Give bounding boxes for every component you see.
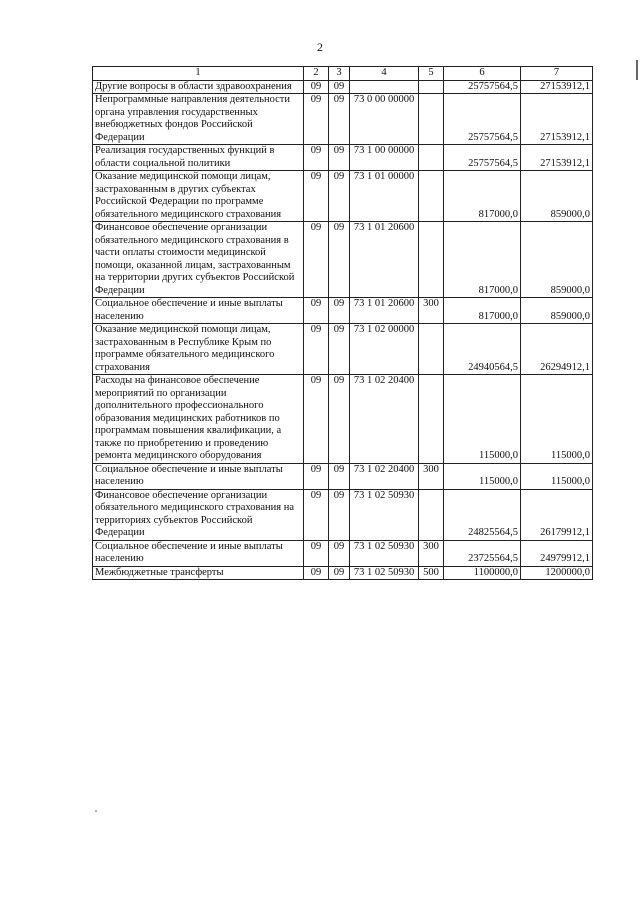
row-target-code: 73 1 02 20400	[350, 375, 419, 464]
row-target-code: 73 1 00 00000	[350, 145, 419, 171]
row-section: 09	[304, 489, 329, 540]
column-header: 2	[304, 67, 329, 81]
row-target-code: 73 1 02 20400	[350, 463, 419, 489]
row-subsection: 09	[329, 540, 350, 566]
row-amount-col7: 27153912,1	[521, 145, 593, 171]
row-name: Социальное обеспечение и иные выплаты населению	[93, 540, 304, 566]
row-amount-col7: 1200000,0	[521, 566, 593, 580]
row-name: Оказание медицинской помощи лицам, застрахованным в других субъектах Российской Федерации по программе обязательного медицинского страхования	[93, 171, 304, 222]
row-amount-col6: 25757564,5	[444, 94, 521, 145]
row-amount-col6: 115000,0	[444, 375, 521, 464]
scan-dot	[95, 810, 97, 812]
row-section: 09	[304, 324, 329, 375]
row-name: Другие вопросы в области здравоохранения	[93, 80, 304, 94]
row-section: 09	[304, 222, 329, 298]
table-row	[93, 171, 593, 222]
row-amount-col7: 859000,0	[521, 222, 593, 298]
row-target-code: 73 1 02 50930	[350, 566, 419, 580]
table-row	[93, 540, 593, 566]
row-subsection: 09	[329, 463, 350, 489]
row-subsection: 09	[329, 94, 350, 145]
row-name: Финансовое обеспечение организации обязательного медицинского страхования в части оплаты стоимости медицинской помощи, оказанной лицам, застрахованным на территории других субъектов Российской Федерации	[93, 222, 304, 298]
row-section: 09	[304, 566, 329, 580]
table-row	[93, 324, 593, 375]
row-amount-col6: 25757564,5	[444, 80, 521, 94]
table-row	[93, 489, 593, 540]
row-section: 09	[304, 171, 329, 222]
row-subsection: 09	[329, 298, 350, 324]
column-header: 3	[329, 67, 350, 81]
row-amount-col6: 24940564,5	[444, 324, 521, 375]
row-amount-col7: 859000,0	[521, 298, 593, 324]
row-expense-type: 300	[419, 298, 444, 324]
row-section: 09	[304, 540, 329, 566]
table-row	[93, 80, 593, 94]
column-header: 5	[419, 67, 444, 81]
row-name: Оказание медицинской помощи лицам, застрахованным в Республике Крым по программе обязательного медицинского страхования	[93, 324, 304, 375]
row-expense-type	[419, 145, 444, 171]
row-name: Финансовое обеспечение организации обязательного медицинского страхования на территориях субъектов Российской Федерации	[93, 489, 304, 540]
column-header: 7	[521, 67, 593, 81]
row-amount-col7: 27153912,1	[521, 94, 593, 145]
row-name: Непрограммные направления деятельности органа управления государственных внебюджетных фондов Российской Федерации	[93, 94, 304, 145]
row-amount-col6: 1100000,0	[444, 566, 521, 580]
budget-table	[92, 66, 593, 580]
table-row	[93, 222, 593, 298]
row-subsection: 09	[329, 489, 350, 540]
table-row	[93, 566, 593, 580]
row-amount-col6: 24825564,5	[444, 489, 521, 540]
row-expense-type: 300	[419, 463, 444, 489]
row-amount-col7: 27153912,1	[521, 80, 593, 94]
table-row	[93, 375, 593, 464]
row-target-code	[350, 80, 419, 94]
row-target-code: 73 1 02 00000	[350, 324, 419, 375]
row-name: Межбюджетные трансферты	[93, 566, 304, 580]
row-expense-type	[419, 324, 444, 375]
scan-edge-mark	[632, 60, 638, 80]
row-expense-type	[419, 94, 444, 145]
row-subsection: 09	[329, 375, 350, 464]
row-section: 09	[304, 298, 329, 324]
row-expense-type	[419, 80, 444, 94]
row-section: 09	[304, 375, 329, 464]
row-expense-type	[419, 375, 444, 464]
row-amount-col6: 817000,0	[444, 171, 521, 222]
row-amount-col7: 26294912,1	[521, 324, 593, 375]
row-subsection: 09	[329, 324, 350, 375]
column-header: 4	[350, 67, 419, 81]
table-header-row	[93, 67, 593, 81]
row-section: 09	[304, 80, 329, 94]
row-expense-type	[419, 171, 444, 222]
table-row	[93, 463, 593, 489]
row-subsection: 09	[329, 566, 350, 580]
row-target-code: 73 1 01 20600	[350, 298, 419, 324]
table-row	[93, 94, 593, 145]
row-amount-col7: 115000,0	[521, 463, 593, 489]
row-expense-type	[419, 489, 444, 540]
row-name: Реализация государственных функций в области социальной политики	[93, 145, 304, 171]
row-expense-type	[419, 222, 444, 298]
row-amount-col6: 817000,0	[444, 222, 521, 298]
row-amount-col7: 115000,0	[521, 375, 593, 464]
row-target-code: 73 1 02 50930	[350, 540, 419, 566]
column-header: 6	[444, 67, 521, 81]
row-section: 09	[304, 145, 329, 171]
row-amount-col7: 859000,0	[521, 171, 593, 222]
row-target-code: 73 1 01 20600	[350, 222, 419, 298]
table-row	[93, 298, 593, 324]
row-section: 09	[304, 463, 329, 489]
row-amount-col7: 24979912,1	[521, 540, 593, 566]
row-section: 09	[304, 94, 329, 145]
row-expense-type: 500	[419, 566, 444, 580]
row-amount-col6: 115000,0	[444, 463, 521, 489]
table-row	[93, 145, 593, 171]
row-name: Социальное обеспечение и иные выплаты населению	[93, 298, 304, 324]
column-header: 1	[93, 67, 304, 81]
row-subsection: 09	[329, 80, 350, 94]
page-number: 2	[317, 40, 323, 54]
row-target-code: 73 1 01 00000	[350, 171, 419, 222]
row-subsection: 09	[329, 171, 350, 222]
row-amount-col6: 25757564,5	[444, 145, 521, 171]
row-name: Социальное обеспечение и иные выплаты населению	[93, 463, 304, 489]
row-amount-col6: 23725564,5	[444, 540, 521, 566]
row-subsection: 09	[329, 145, 350, 171]
row-target-code: 73 0 00 00000	[350, 94, 419, 145]
row-amount-col7: 26179912,1	[521, 489, 593, 540]
row-target-code: 73 1 02 50930	[350, 489, 419, 540]
row-name: Расходы на финансовое обеспечение мероприятий по организации дополнительного профессионального образования медицинских работников по программам повышения квалификации, а также по приобретению и проведению ремонта медицинского оборудования	[93, 375, 304, 464]
row-expense-type: 300	[419, 540, 444, 566]
row-subsection: 09	[329, 222, 350, 298]
row-amount-col6: 817000,0	[444, 298, 521, 324]
